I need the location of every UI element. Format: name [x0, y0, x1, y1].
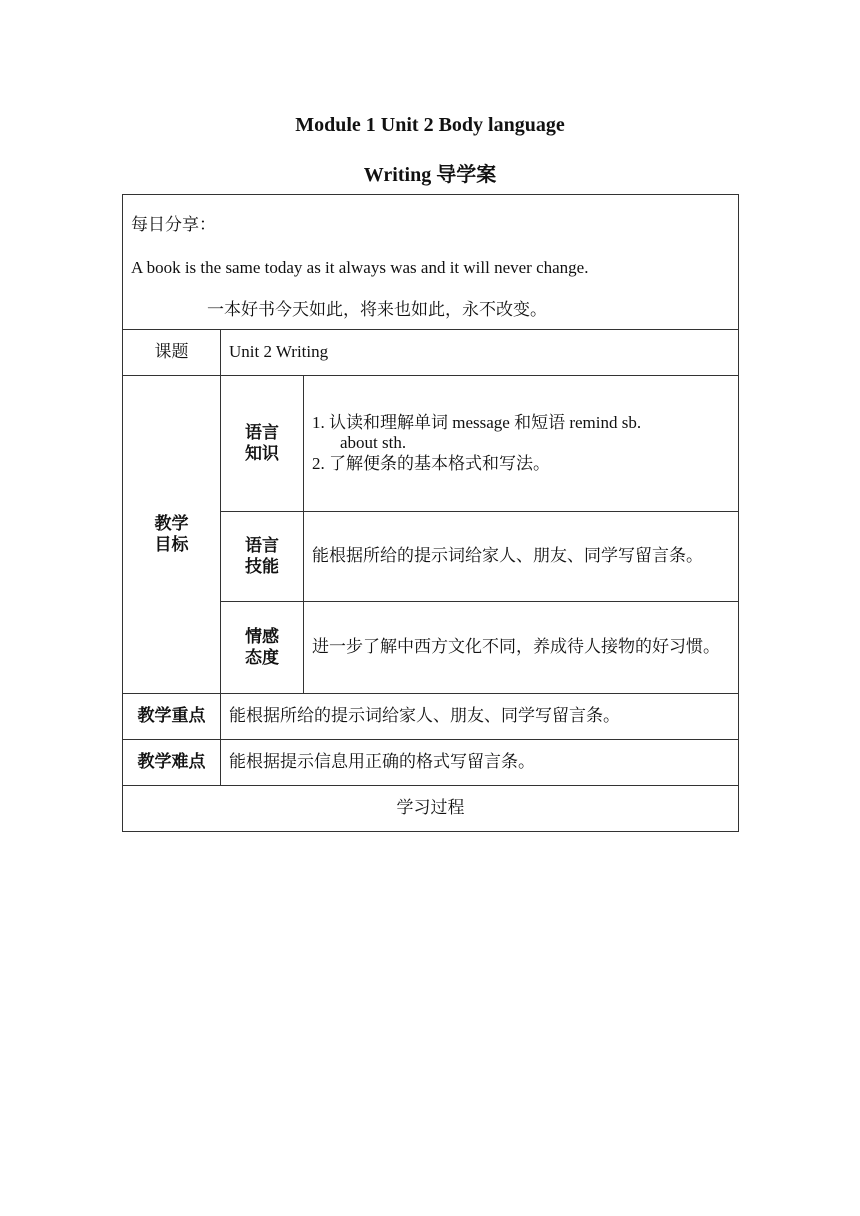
process-label: 学习过程: [123, 786, 739, 832]
goal-item-1-line1: 1. 认读和理解单词 message 和短语 remind sb.: [312, 412, 642, 432]
topic-value: Unit 2 Writing: [221, 330, 739, 376]
goal-category-attitude: [221, 602, 304, 694]
difficulty-text: 能根据提示信息用正确的格式写留言条。: [221, 740, 739, 786]
difficulty-row: [123, 740, 739, 786]
daily-share-label: 每日分享：: [131, 215, 216, 235]
goal-text-skills: 能根据所给的提示词给家人、朋友、同学写留言条。: [304, 512, 739, 602]
goal-category-skills: [221, 512, 304, 602]
goal-category-knowledge: [221, 376, 304, 512]
topic-row: [123, 330, 739, 376]
difficulty-label: 教学难点: [123, 740, 221, 786]
goal-category-line1: 情感: [245, 627, 279, 647]
daily-share-row: [123, 195, 739, 330]
key-point-text: 能根据所给的提示词给家人、朋友、同学写留言条。: [221, 694, 739, 740]
lesson-plan-table: [122, 194, 739, 832]
daily-share-quote-en: A book is the same today as it always was and it will never change.: [131, 257, 589, 277]
goals-label: [123, 376, 221, 694]
goal-text-knowledge: [304, 376, 739, 512]
goals-label-line1: 教学: [154, 514, 189, 534]
goal-category-line2: 态度: [245, 647, 279, 667]
process-row: [123, 786, 739, 832]
document-title: Module 1 Unit 2 Body language: [295, 114, 565, 136]
daily-share-cell: [123, 195, 739, 330]
key-point-row: [123, 694, 739, 740]
goal-category-line1: 语言: [245, 423, 279, 443]
document-subtitle: Writing 导学案: [363, 164, 497, 186]
goal-category-line1: 语言: [245, 536, 279, 556]
goal-row-knowledge: [123, 376, 739, 512]
goals-label-line2: 目标: [154, 534, 189, 554]
goal-item-2: 2. 了解便条的基本格式和写法。: [312, 453, 550, 473]
goal-item-1-line2: about sth.: [340, 433, 407, 453]
goal-text-attitude: 进一步了解中西方文化不同，养成待人接物的好习惯。: [304, 602, 739, 694]
topic-label: 课题: [123, 330, 221, 376]
key-point-label: 教学重点: [123, 694, 221, 740]
goal-category-line2: 知识: [245, 443, 279, 463]
daily-share-quote-cn: 一本好书今天如此，将来也如此，永不改变。: [207, 300, 547, 320]
goal-category-line2: 技能: [245, 556, 279, 576]
